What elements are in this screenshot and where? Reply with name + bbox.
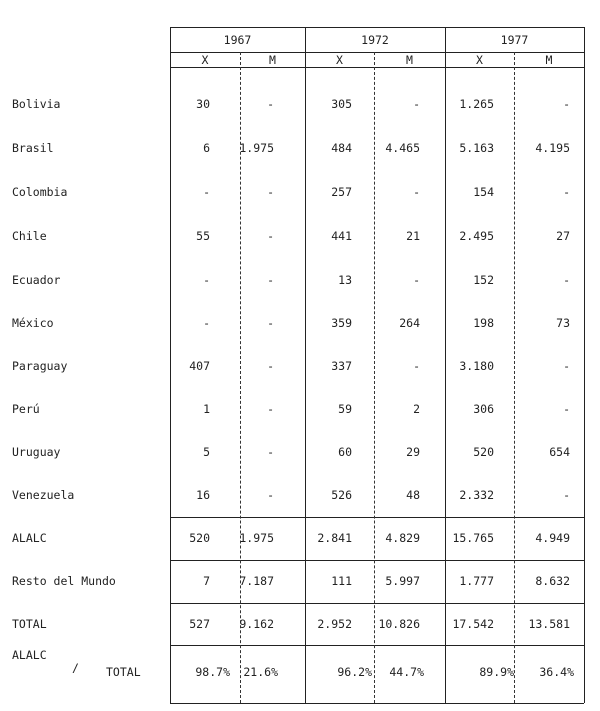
table-cell: 60 <box>338 445 352 459</box>
row-label: Resto del Mundo <box>12 574 116 588</box>
table-cell: - <box>267 273 274 287</box>
table-cell: 520 <box>473 445 494 459</box>
year-header-divider <box>170 52 584 53</box>
table-cell: - <box>203 316 210 330</box>
table-cell: - <box>267 359 274 373</box>
table-cell: 654 <box>549 445 570 459</box>
table-cell: 6 <box>203 141 210 155</box>
table-cell: 2.841 <box>317 531 352 545</box>
table-cell: 4.949 <box>535 531 570 545</box>
table-cell: - <box>413 359 420 373</box>
row-label: Venezuela <box>12 488 75 502</box>
imports-subheader: M <box>545 53 553 67</box>
ratio-cell: 96.2% <box>337 665 372 679</box>
table-cell: 520 <box>189 531 210 545</box>
table-cell: 1.265 <box>459 97 494 111</box>
year-header: 1977 <box>500 33 529 47</box>
table-cell: - <box>563 488 570 502</box>
row-label: Brasil <box>12 141 54 155</box>
ratio-label-bottom: TOTAL <box>106 665 141 679</box>
resto-separator <box>170 560 584 561</box>
row-label: México <box>12 316 54 330</box>
table-cell: - <box>413 273 420 287</box>
ratio-label-slash: / <box>72 661 79 675</box>
ratio-cell: 89.9% <box>479 665 514 679</box>
table-cell: 4.829 <box>385 531 420 545</box>
table-cell: 441 <box>331 229 352 243</box>
table-cell: 526 <box>331 488 352 502</box>
table-cell: 13.581 <box>528 617 570 631</box>
ratio-label-top: ALALC <box>12 648 47 662</box>
table-bottom-border <box>170 703 584 704</box>
row-label: Perú <box>12 402 40 416</box>
table-cell: 152 <box>473 273 494 287</box>
table-cell: 257 <box>331 185 352 199</box>
table-cell: 484 <box>331 141 352 155</box>
row-label: Ecuador <box>12 273 61 287</box>
table-cell: 3.180 <box>459 359 494 373</box>
table-cell: - <box>563 97 570 111</box>
ratio-separator <box>170 645 584 646</box>
ratio-cell: 36.4% <box>539 665 574 679</box>
table-cell: - <box>267 488 274 502</box>
table-cell: - <box>267 229 274 243</box>
row-label: Colombia <box>12 185 68 199</box>
table-cell: 73 <box>556 316 570 330</box>
table-cell: 29 <box>406 445 420 459</box>
ratio-cell: 44.7% <box>389 665 424 679</box>
table-cell: - <box>563 273 570 287</box>
table-cell: 305 <box>331 97 352 111</box>
table-cell: 7.187 <box>239 574 274 588</box>
exports-subheader: X <box>201 53 209 67</box>
table-top-border <box>170 27 584 28</box>
table-cell: - <box>563 359 570 373</box>
table-cell: 4.465 <box>385 141 420 155</box>
row-label: Paraguay <box>12 359 68 373</box>
table-cell: 2.495 <box>459 229 494 243</box>
table-cell: - <box>267 185 274 199</box>
table-cell: - <box>267 316 274 330</box>
table-cell: 5.997 <box>385 574 420 588</box>
row-label: ALALC <box>12 531 47 545</box>
subheader-divider <box>170 67 584 68</box>
year-header: 1972 <box>361 33 389 47</box>
table-cell: 5.163 <box>459 141 494 155</box>
table-cell: 16 <box>196 488 210 502</box>
table-cell: 30 <box>196 97 210 111</box>
exports-subheader: X <box>476 53 483 67</box>
table-cell: - <box>267 402 274 416</box>
table-cell: 306 <box>473 402 494 416</box>
year-header: 1967 <box>223 33 252 47</box>
table-cell: - <box>203 273 210 287</box>
table-cell: 264 <box>399 316 420 330</box>
table-cell: 1 <box>203 402 210 416</box>
ratio-cell: 98.7% <box>195 665 230 679</box>
table-cell: 55 <box>196 229 210 243</box>
table-cell: 9.162 <box>239 617 274 631</box>
table-cell: 10.826 <box>378 617 420 631</box>
imports-subheader: M <box>269 53 276 67</box>
alalc-separator <box>170 517 584 518</box>
ratio-cell: 21.6% <box>243 665 278 679</box>
table-cell: 359 <box>331 316 352 330</box>
table-cell: 8.632 <box>535 574 570 588</box>
table-cell: - <box>267 97 274 111</box>
group-border-3 <box>584 27 585 703</box>
table-cell: 111 <box>331 574 352 588</box>
row-label: TOTAL <box>12 617 47 631</box>
table-cell: 198 <box>473 316 494 330</box>
table-cell: 2.952 <box>317 617 352 631</box>
table-cell: - <box>267 445 274 459</box>
table-cell: 1.975 <box>239 531 274 545</box>
table-cell: 21 <box>406 229 420 243</box>
imports-subheader: M <box>406 53 413 67</box>
table-cell: - <box>203 185 210 199</box>
table-cell: 7 <box>203 574 210 588</box>
table-cell: 4.195 <box>535 141 570 155</box>
table-cell: 5 <box>203 445 210 459</box>
table-cell: 407 <box>189 359 210 373</box>
table-cell: 2.332 <box>459 488 494 502</box>
table-cell: 13 <box>338 273 352 287</box>
table-cell: - <box>413 97 420 111</box>
total-separator <box>170 603 584 604</box>
table-cell: 17.542 <box>452 617 494 631</box>
row-label: Uruguay <box>12 445 61 459</box>
exports-subheader: X <box>336 53 343 67</box>
row-label: Bolivia <box>12 97 61 111</box>
table-cell: 27 <box>556 229 570 243</box>
table-cell: 59 <box>338 402 352 416</box>
table-cell: 1.975 <box>239 141 274 155</box>
table-cell: 154 <box>473 185 494 199</box>
table-cell: - <box>563 402 570 416</box>
row-label: Chile <box>12 229 47 243</box>
table-cell: 527 <box>189 617 210 631</box>
table-cell: 2 <box>413 402 420 416</box>
table-cell: 337 <box>331 359 352 373</box>
table-cell: 15.765 <box>452 531 494 545</box>
table-cell: - <box>413 185 420 199</box>
table-cell: 1.777 <box>459 574 494 588</box>
table-cell: - <box>563 185 570 199</box>
table-cell: 48 <box>406 488 420 502</box>
